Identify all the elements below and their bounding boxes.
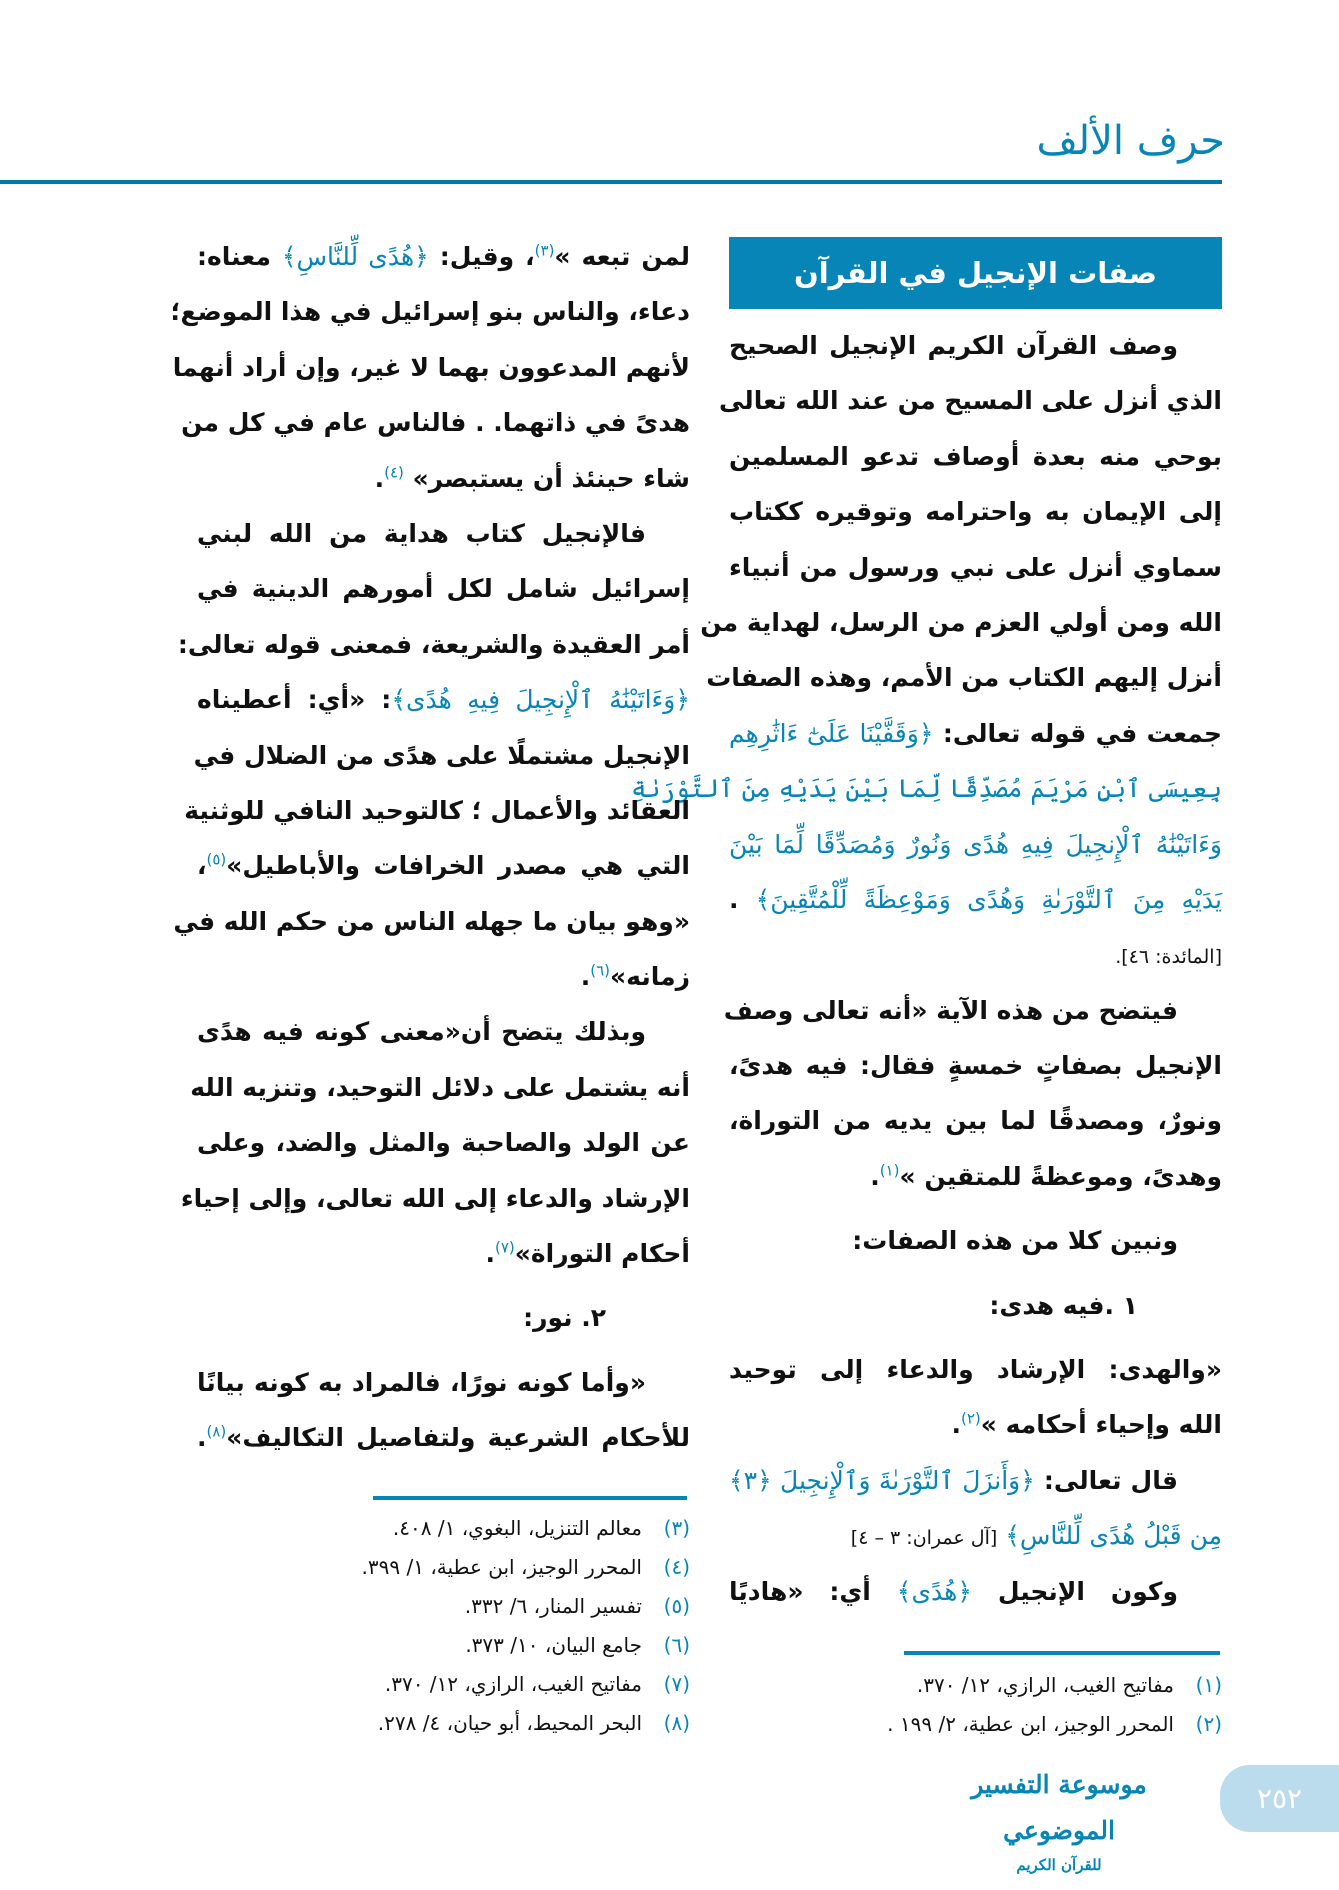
footnote-text: تفسير المنار، ٦/ ٣٣٢. xyxy=(464,1594,642,1618)
text-line xyxy=(197,1115,690,1170)
quran-verse: ﴿وَءَاتَيْنَٰهُ ٱلْإِنجِيلَ فِيهِ هُدًى﴾ xyxy=(391,685,690,715)
body-text: . xyxy=(485,1239,495,1269)
footnote-text: معالم التنزيل، البغوي، ١/ ٤٠٨. xyxy=(392,1516,642,1540)
text-line xyxy=(193,728,690,783)
body-text: سماوي أنزل على نبي ورسول من أنبياء xyxy=(729,552,1222,582)
text-line xyxy=(729,1038,1222,1093)
text-line xyxy=(180,1171,690,1226)
body-text: أي: «هاديًا xyxy=(729,1576,897,1606)
footnote-rule-right xyxy=(904,1651,1220,1655)
text-line xyxy=(729,1213,1222,1268)
body-text: وكون الإنجيل xyxy=(971,1576,1178,1606)
text-line xyxy=(729,1342,1222,1397)
body-text: . xyxy=(374,463,385,493)
text-line xyxy=(172,340,690,395)
footnote xyxy=(378,1704,690,1743)
text-line xyxy=(729,927,1222,982)
footnote xyxy=(393,1509,690,1548)
quran-verse: ﴿هُدًى﴾ xyxy=(896,1576,972,1606)
footnote-rule-left xyxy=(373,1496,687,1500)
body-text: وهدىً، وموعظةً للمتقين » xyxy=(899,1161,1222,1191)
body-text: الله وإحياء أحكامه » xyxy=(980,1410,1222,1440)
body-text: وبذلك يتضح أن«معنى كونه فيه هدًى xyxy=(197,1017,646,1047)
footnote xyxy=(465,1587,690,1626)
text-line xyxy=(723,983,1222,1038)
body-text: بوحي منه بعدة أوصاف تدعو المسلمين xyxy=(729,441,1222,471)
page-number: ٢٥٢ xyxy=(1220,1765,1339,1832)
logo-title: موسوعة التفسير الموضوعي xyxy=(971,1770,1147,1845)
body-text: شاء حينئذ أن يستبصر» xyxy=(403,463,690,493)
footnote-number: (٢) xyxy=(1195,1712,1222,1736)
quran-verse: ﴿وَأَنزَلَ ٱلتَّوْرَىٰةَ وَٱلْإِنجِيلَ ﴿٣﴾ xyxy=(729,1465,1035,1495)
footnote xyxy=(465,1626,690,1665)
footnote-ref[interactable]: (٦) xyxy=(590,961,611,980)
text-line xyxy=(184,783,690,838)
footnote xyxy=(887,1705,1222,1744)
body-text: للأحكام الشرعية ولتفاصيل التكاليف» xyxy=(226,1423,690,1453)
quran-verse: مِن قَبْلُ هُدًى لِّلنَّاسِ﴾ xyxy=(997,1521,1222,1551)
body-text: ١ .فيه هدى: xyxy=(989,1290,1138,1320)
footnote-number: (٥) xyxy=(663,1594,690,1618)
body-text: أنزل إليهم الكتاب من الأمم، وهذه الصفات xyxy=(706,663,1222,693)
footnote-ref[interactable]: (٢) xyxy=(960,1410,981,1429)
body-text: «والهدى: الإرشاد والدعاء إلى توحيد xyxy=(729,1355,1222,1385)
body-text: . xyxy=(870,1161,880,1191)
body-text: ، وقيل: xyxy=(428,242,535,271)
text-line xyxy=(197,1355,690,1410)
footnote xyxy=(385,1665,690,1704)
text-line xyxy=(729,318,1222,373)
body-text: «وهو بيان ما جهله الناس من حكم الله في xyxy=(173,906,690,936)
text-line xyxy=(729,817,1222,872)
body-text: . xyxy=(580,962,591,992)
body-text: الذي أنزل على المسيح من عند الله تعالى xyxy=(719,386,1222,416)
footnote-ref[interactable]: (٨) xyxy=(206,1422,227,1441)
footnote-number: (٤) xyxy=(663,1555,690,1579)
text-line xyxy=(197,506,690,561)
body-text: فالإنجيل كتاب هداية من الله لبني xyxy=(197,518,646,548)
footnote-number: (٧) xyxy=(663,1672,690,1696)
text-line xyxy=(729,484,1222,539)
body-text: وصف القرآن الكريم الإنجيل الصحيح xyxy=(729,331,1178,360)
body-text: زمانه» xyxy=(610,962,690,992)
body-text: معناه: xyxy=(197,242,282,271)
footnote-number: (٣) xyxy=(663,1516,690,1540)
footnote xyxy=(362,1548,690,1587)
body-text: «وأما كونه نورًا، فالمراد به كونه بيانًا xyxy=(197,1367,646,1397)
body-text: الإنجيل بصفاتٍ خمسةٍ فقال: فيه هدىً، xyxy=(729,1051,1222,1081)
text-line xyxy=(729,1564,1222,1619)
chapter-title: حرف الألف xyxy=(1036,118,1225,164)
body-text: إسرائيل شامل لكل أمورهم الدينية في xyxy=(197,574,690,604)
body-text: ونورٌ، ومصدقًا لما بين يديه من التوراة، xyxy=(729,1106,1222,1136)
text-line xyxy=(177,617,690,672)
section-title: صفات الإنجيل في القرآن xyxy=(729,237,1222,309)
text-line xyxy=(197,949,690,1004)
body-text: لمن تبعه » xyxy=(554,242,690,271)
footnote-text: المحرر الوجيز، ابن عطية، ١/ ٣٩٩. xyxy=(361,1555,642,1579)
footnote-ref[interactable]: (١) xyxy=(879,1161,900,1180)
body-text: : «أي: أعطيناه xyxy=(197,685,392,715)
body-text: الله ومن أولي العزم من الرسل، لهداية من xyxy=(700,607,1222,637)
text-line xyxy=(190,1060,690,1115)
footnote-number: (١) xyxy=(1195,1673,1222,1697)
header-rule xyxy=(0,180,1222,184)
quran-verse: يَدَيْهِ مِنَ ٱلتَّوْرَىٰةِ وَهُدًى وَمَوْعِظَةً لِّلْمُتَّقِينَ﴾ xyxy=(755,884,1223,914)
body-text: أمر العقيدة والشريعة، فمعنى قوله تعالى: xyxy=(177,629,690,659)
text-line xyxy=(729,1453,1222,1508)
body-text: . xyxy=(951,1410,961,1440)
footnote-text: مفاتيح الغيب، الرازي، ١٢/ ٣٧٠. xyxy=(916,1673,1174,1697)
text-line xyxy=(729,1149,1222,1204)
text-line xyxy=(631,761,1222,816)
body-text: هدىً في ذاتهما. . فالناس عام في كل من xyxy=(181,408,690,438)
body-text: الإرشاد والدعاء إلى الله تعالى، وإلى إحياء xyxy=(180,1183,690,1213)
body-text: عن الولد والصاحبة والمثل والضد، وعلى xyxy=(197,1128,690,1158)
text-line xyxy=(729,872,1222,927)
body-text: أحكام التوراة» xyxy=(514,1239,690,1269)
footnote-text: البحر المحيط، أبو حيان، ٤/ ٢٧٨. xyxy=(377,1711,642,1735)
text-line xyxy=(197,561,690,616)
quran-verse: وَءَاتَيْنَٰهُ ٱلْإِنجِيلَ فِيهِ هُدًى وَنُورٌ وَمُصَدِّقًا لِّمَا بَيْنَ xyxy=(729,829,1222,859)
text-line xyxy=(729,1397,1222,1452)
body-text: ونبين كلا من هذه الصفات: xyxy=(852,1226,1178,1256)
body-text: . xyxy=(729,884,756,914)
footnote-number: (٦) xyxy=(663,1633,690,1657)
footnote-text: المحرر الوجيز، ابن عطية، ٢/ ١٩٩ . xyxy=(887,1712,1174,1736)
body-text: ، xyxy=(197,851,207,881)
quran-verse: ﴿هُدًى لِّلنَّاسِ﴾ xyxy=(281,242,429,271)
body-text: إلى الإيمان به واحترامه وتوقيره ككتاب xyxy=(729,497,1222,527)
body-text: جمعت في قوله تعالى: xyxy=(933,718,1222,748)
body-text: . xyxy=(197,1423,207,1453)
text-line xyxy=(729,1093,1222,1148)
text-line xyxy=(729,429,1222,484)
citation: [آل عمران: ٣ – ٤] xyxy=(850,1527,998,1550)
text-line xyxy=(197,1290,690,1345)
text-line xyxy=(170,284,690,339)
body-text: قال تعالى: xyxy=(1034,1465,1178,1495)
footnote-text: جامع البيان، ١٠/ ٣٧٣. xyxy=(465,1633,642,1657)
footnote xyxy=(917,1666,1222,1705)
text-line xyxy=(729,706,1222,761)
footnote-ref[interactable]: (٣) xyxy=(534,241,555,260)
text-line xyxy=(197,838,690,893)
text-line xyxy=(729,1278,1222,1333)
body-text: التي هي مصدر الخرافات والأباطيل» xyxy=(226,851,690,881)
quran-verse: بِعِيسَى ٱبْنِ مَرْيَمَ مُصَدِّقًا لِّمَا بَيْنَ يَدَيْهِ مِنَ ٱلتَّوْرَىٰةِ xyxy=(631,774,1222,804)
text-line xyxy=(729,540,1222,595)
citation: [المائدة: ٤٦]. xyxy=(1115,946,1222,969)
text-line xyxy=(706,650,1222,705)
text-line xyxy=(719,373,1222,428)
body-text: دعاء، والناس بنو إسرائيل في هذا الموضع؛ xyxy=(170,297,690,327)
text-line xyxy=(197,1226,690,1281)
text-line xyxy=(729,1508,1222,1563)
text-line xyxy=(197,1410,690,1465)
text-line xyxy=(700,595,1222,650)
footnote-ref[interactable]: (٥) xyxy=(206,850,227,869)
text-line xyxy=(197,1004,690,1059)
text-line xyxy=(173,894,690,949)
footnote-ref[interactable]: (٤) xyxy=(384,463,404,482)
text-line xyxy=(197,451,690,506)
body-text: الإنجيل مشتملًا على هدًى من الضلال في xyxy=(193,740,690,770)
footnote-text: مفاتيح الغيب، الرازي، ١٢/ ٣٧٠. xyxy=(384,1672,642,1696)
body-text: أنه يشتمل على دلائل التوحيد، وتنزيه الله xyxy=(190,1072,690,1102)
text-line xyxy=(197,229,690,284)
body-text: لأنهم المدعوون بهما لا غير، وإن أراد أنهما xyxy=(172,352,690,382)
body-text: العقائد والأعمال ؛ كالتوحيد النافي للوثنية xyxy=(184,795,690,825)
left-column xyxy=(170,229,690,1466)
footnote-number: (٨) xyxy=(663,1711,690,1735)
footnote-ref[interactable]: (٧) xyxy=(494,1238,515,1257)
logo-subtitle: للقرآن الكريم xyxy=(1016,1856,1102,1874)
body-text: ٢. نور: xyxy=(523,1303,606,1333)
encyclopedia-logo xyxy=(934,1762,1184,1874)
quran-verse: ﴿وَقَفَّيْنَا عَلَىٰٓ ءَاثَٰرِهِم xyxy=(729,718,934,748)
text-line xyxy=(181,395,690,450)
text-line xyxy=(197,672,690,727)
body-text: فيتضح من هذه الآية «أنه تعالى وصف xyxy=(723,995,1178,1025)
